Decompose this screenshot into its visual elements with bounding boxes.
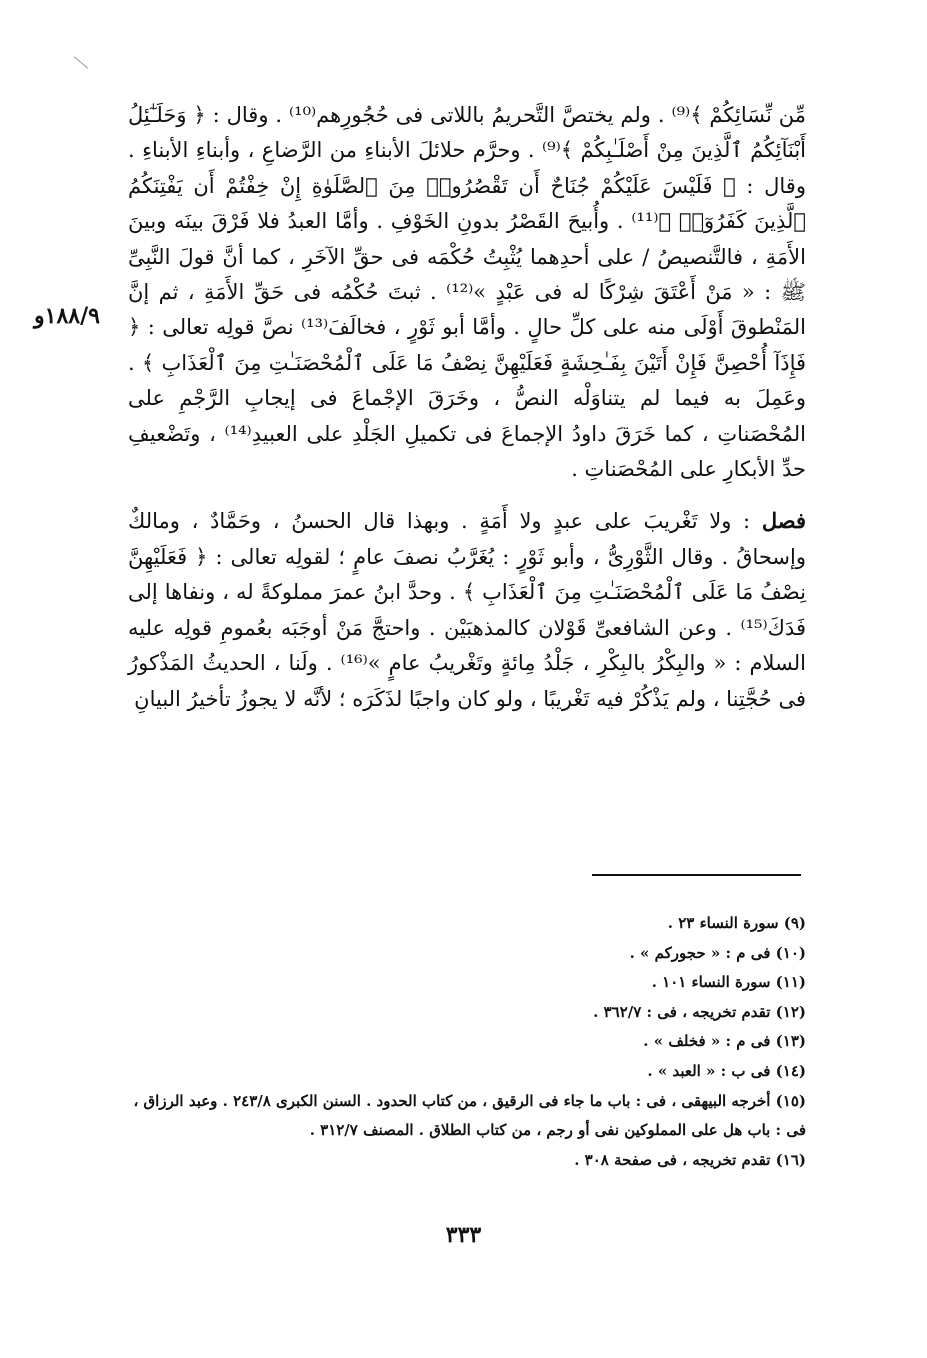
footnote: (١٥) أخرجه البيهقى ، فى : باب ما جاء فى الرقيق ، من كتاب الحدود . السنن الكبرى ٢٤٣/٨ . وعبد الرزاق ، فى : باب هل على المملوكين نفى أو رجم ، من كتاب الطلاق . المصنف ٣١٢/٧ . (133, 1091, 806, 1140)
footnote: (١١) سورة النساء ١٠١ . (651, 973, 806, 992)
footnote: (١٤) فى ب : « العبد » . (647, 1061, 806, 1080)
footnote-divider (592, 874, 801, 876)
footnote: (١٦) تقدم تخريجه ، فى صفحة ٣٠٨ . (574, 1150, 806, 1169)
footnote: (١٢) تقدم تخريجه ، فى : ٣٦٢/٧ . (593, 1002, 806, 1021)
footnote: (٩) سورة النساء ٢٣ . (667, 914, 806, 932)
paragraph-1: مِّن نِّسَائِكُمْ ﴾⁽⁹⁾ . ولم يختصَّ التَّحريمُ باللاتى فى حُجُورِهم⁽¹⁰⁾ . وقال : ﴿ وَحَلَـٰٓئِلُ أَبْنَآئِكُمُ ٱلَّذِينَ مِنْ أَصْلَـٰبِكُمْ ﴾⁽⁹⁾ . وحرَّم حلائلَ الأبناءِ من الرَّضاعِ ، وأبناءِ الأبناءِ . وقال : ﴿ فَلَيْسَ عَلَيْكُمْ جُنَاحٌ أَن تَقْصُرُوا۟ مِنَ ٱلصَّلَوٰةِ إِنْ خِفْتُمْ أَن يَفْتِنَكُمُ ٱلَّذِينَ كَفَرُوٓا۟ ﴾⁽¹¹⁾ . وأُبيحَ القَصْرُ بدونِ الخَوْفِ . وأمَّا العبدُ فلا فَرْقَ بينَه وبينَ الأَمَةِ ، فالتَّنصيصُ / على أحدِهما يُثْبِتُ حُكْمَه فى حقِّ الآخَرِ ، كما أنَّ قولَ النَّبِىِّ ﷺ : « مَنْ أَعْتَقَ شِرْكًا له فى عَبْدٍ »⁽¹²⁾ . ثبتَ حُكْمُه فى حَقِّ الأَمَةِ ، ثم إنَّ المَنْطوقَ أَوْلَى منه على كلِّ حالٍ . وأمَّا أبو ثَوْرٍ ، فخالَفَ⁽¹³⁾ نصَّ قولِه تعالى : ﴿ فَإِذَآ أُحْصِنَّ فَإِنْ أَتَيْنَ بِفَـٰحِشَةٍ فَعَلَيْهِنَّ نِصْفُ مَا عَلَى ٱلْمُحْصَنَـٰتِ مِنَ ٱلْعَذَابِ ﴾ . وعَمِلَ به فيما لم يتناوَلْه النصُّ ، وخَرَقَ الإجْماعَ فى إيجابِ الرَّجْمِ على المُحْصَناتِ ، كما خَرَقَ داودُ الإجماعَ فى تكميلِ الجَلْدِ على العبيدِ⁽¹⁴⁾ ، وتَضْعيفِ حدِّ الأبكارِ على المُحْصَناتِ . (128, 103, 806, 482)
footnotes (128, 909, 806, 1175)
footnote: (١٣) فى م : « فخلف » . (643, 1032, 806, 1051)
main-text (128, 98, 806, 717)
page-number: ٣٣٣ (445, 1222, 482, 1248)
section-title: فصل (761, 508, 806, 534)
stray-mark (74, 56, 88, 68)
section-paragraph (128, 503, 806, 716)
section-text: : ولا تَغْريبَ على عبدٍ ولا أَمَةٍ . وبهذا قال الحسنُ ، وحَمَّادٌ ، ومالكٌ وإسحاقُ . وقال الثَّوْرِىُّ ، وأبو ثَوْرٍ : يُغَرَّبُ نصفَ عامٍ ؛ لقولِه تعالى : ﴿ فَعَلَيْهِنَّ نِصْفُ مَا عَلَى ٱلْمُحْصَنَـٰتِ مِنَ ٱلْعَذَابِ ﴾ . وحدَّ ابنُ عمرَ مملوكةً له ، ونفاها إلى فَدَكَ⁽¹⁵⁾ . وعن الشافعىِّ قَوْلان كالمذهبَيْن . واحتجَّ مَنْ أوجَبَه بعُمومِ قولِه عليه السلام : « والبِكْرُ بالبِكْرِ ، جَلْدُ مِائةٍ وتَغْريبُ عامٍ »⁽¹⁶⁾ . ولَنا ، الحديثُ المَذْكورُ فى حُجَّتِنا ، ولم يَذْكُرْ فيه تَغْريبًا ، ولو كان واجبًا لذَكَرَه ؛ لأنَّه لا يجوزُ تأخيرُ البيانِ (128, 509, 806, 711)
footnote: (١٠) فى م : « حجوركم » . (629, 943, 806, 962)
margin-folio-note: ١٨٨/٩و (34, 303, 100, 329)
